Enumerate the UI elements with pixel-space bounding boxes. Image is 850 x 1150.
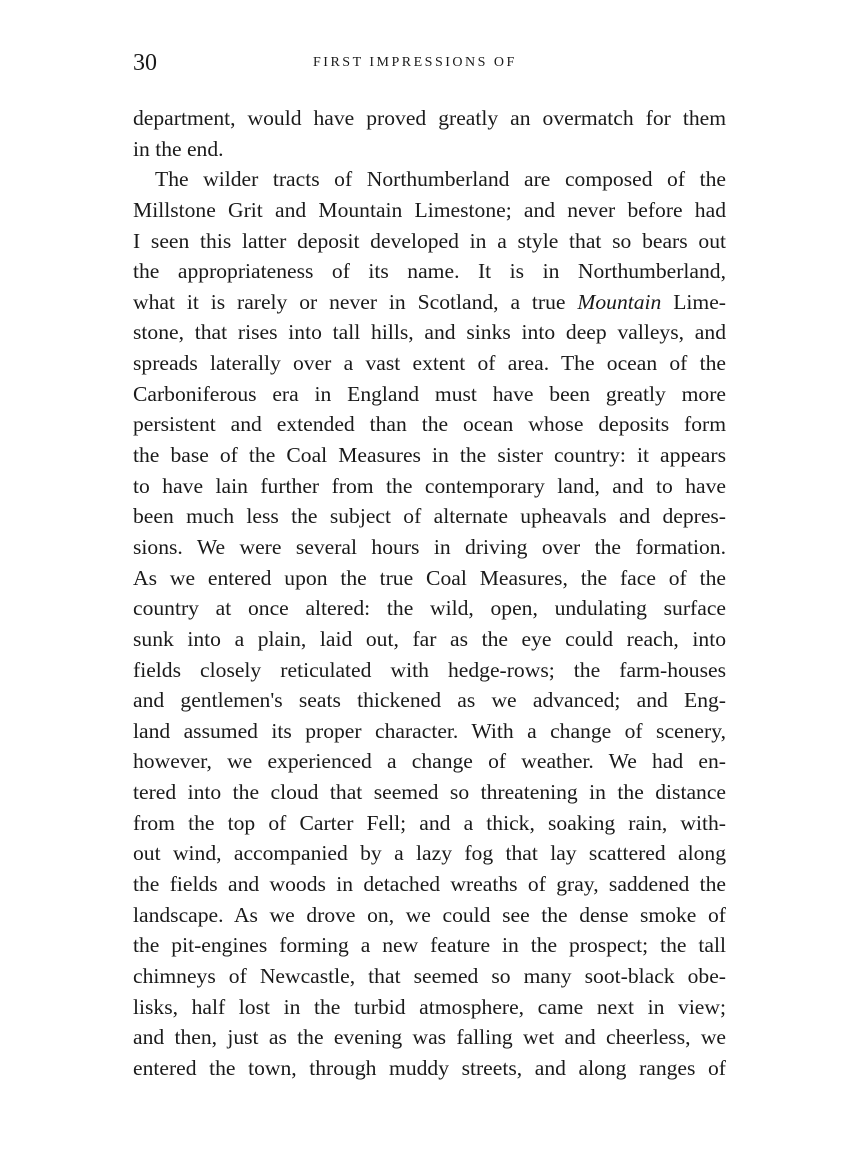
text-line: Millstone Grit and Mountain Limestone; and never before had [133, 197, 726, 222]
text-line: stone, that rises into tall hills, and sinks into deep valleys, and [133, 320, 726, 345]
page-header [133, 48, 723, 78]
text-line: sions. We were several hours in driving over the formation. [133, 534, 726, 559]
text-line: The wilder tracts of Northumberland are composed of the [155, 167, 726, 192]
text-line: persistent and extended than the ocean whose deposits form [133, 412, 726, 437]
text-line: the pit-engines forming a new feature in the prospect; the tall [133, 933, 726, 958]
text-line: and gentlemen's seats thickened as we advanced; and Eng- [133, 688, 726, 713]
text-line: fields closely reticulated with hedge-rows; the farm-houses [133, 657, 726, 682]
text-line: department, would have proved greatly an overmatch for them [133, 106, 726, 130]
text-line: in the end. [133, 136, 224, 161]
text-line: lisks, half lost in the turbid atmosphere, came next in view; [133, 994, 726, 1019]
text-line: however, we experienced a change of weather. We had en- [133, 749, 726, 774]
text-line: entered the town, through muddy streets, and along ranges of [133, 1055, 726, 1080]
text-line: spreads laterally over a vast extent of area. The ocean of the [133, 351, 726, 376]
text-line: and then, just as the evening was falling wet and cheerless, we [133, 1025, 726, 1050]
page-number: 30 [133, 50, 157, 76]
text-line: tered into the cloud that seemed so threatening in the distance [133, 780, 726, 805]
italic-word: Mountain [577, 289, 662, 314]
text-line: out wind, accompanied by a lazy fog that lay scattered along [133, 841, 726, 866]
running-head: FIRST IMPRESSIONS OF [313, 55, 517, 70]
text-line: the appropriateness of its name. It is in Northumberland, [133, 259, 726, 284]
text-line: Carboniferous era in England must have been greatly more [133, 381, 726, 406]
text-line: chimneys of Newcastle, that seemed so many soot-black obe- [133, 963, 726, 988]
text-line: sunk into a plain, laid out, far as the eye could reach, into [133, 626, 726, 651]
text-line: As we entered upon the true Coal Measures, the face of the [133, 565, 726, 590]
text-line: from the top of Carter Fell; and a thick, soaking rain, with- [133, 810, 726, 835]
text-line: landscape. As we drove on, we could see the dense smoke of [133, 902, 726, 927]
text-line: been much less the subject of alternate upheavals and depres- [133, 504, 726, 529]
text-line: the fields and woods in detached wreaths of gray, saddened the [133, 872, 726, 897]
text-segment: what it is rarely or never in Scotland, a true [133, 289, 578, 314]
text-line [133, 287, 726, 318]
text-line: the base of the Coal Measures in the sister country: it appears [133, 443, 726, 468]
text-line: land assumed its proper character. With a change of scenery, [133, 718, 726, 743]
text-segment: Lime- [661, 289, 726, 314]
text-line: I seen this latter deposit developed in a style that so bears out [133, 228, 726, 253]
body-text [133, 103, 726, 1084]
text-line: country at once altered: the wild, open, undulating surface [133, 596, 726, 621]
text-line: to have lain further from the contemporary land, and to have [133, 473, 726, 498]
